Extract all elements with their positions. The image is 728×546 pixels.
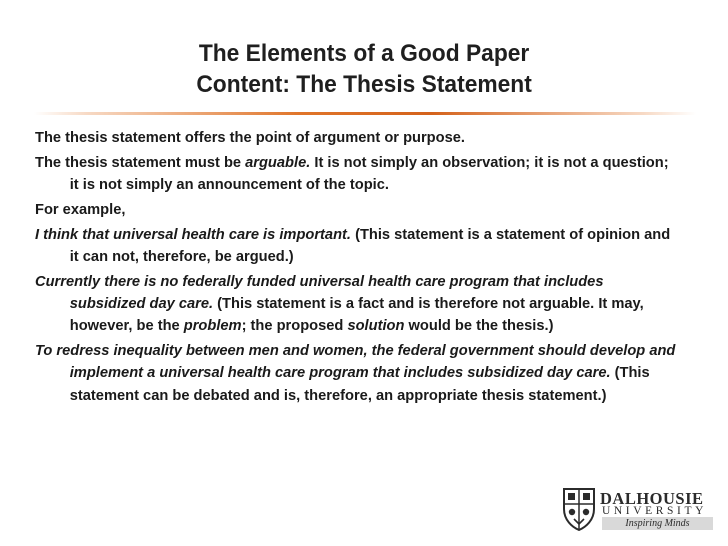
example-explanation: (This statement is a fact and is therefore not arguable. It may, however, be the [69, 295, 644, 335]
example-explanation: (This statement is a statement of opinion and it can not, therefore, be argued.) [69, 225, 671, 265]
logo-tagline: Inspiring Minds [602, 517, 713, 530]
example-statement: Currently there is no federally funded universal health care program that includes subsidized day care. [35, 272, 604, 313]
paragraph-arguable [35, 152, 682, 197]
example-statement: I think that universal health care is important. [35, 225, 351, 243]
paragraph-text: For example, [35, 200, 126, 218]
crest-icon [562, 487, 596, 531]
slide-title [26, 38, 703, 100]
example-thesis [35, 340, 682, 407]
dalhousie-logo [562, 485, 722, 537]
paragraph-text: The thesis statement offers the point of argument or purpose. [35, 129, 465, 146]
paragraph-for-example [35, 199, 682, 221]
slide-body [35, 127, 682, 407]
logo-name: DALHOUSIE [600, 489, 704, 508]
paragraph-text: The thesis statement must be [35, 153, 246, 171]
example-explanation: ; the proposed [241, 317, 348, 335]
title-divider [34, 112, 696, 115]
example-explanation: (This statement can be debated and is, therefore, an appropriate thesis statement.) [69, 364, 650, 404]
example-fact [35, 271, 682, 338]
title-line-1: The Elements of a Good Paper [198, 40, 530, 67]
emphasis-solution: solution [347, 317, 405, 335]
emphasis-arguable: arguable. [245, 153, 311, 171]
example-statement: To redress inequality between men and women, the federal government should develop and implement a universal health care program that includes subsidized day care. [35, 342, 676, 382]
title-line-2: Content: The Thesis Statement [196, 71, 532, 98]
example-opinion [35, 224, 682, 269]
paragraph-definition [35, 127, 682, 149]
emphasis-problem: problem [183, 317, 242, 335]
logo-sub: UNIVERSITY [602, 505, 707, 517]
paragraph-text: It is not simply an observation; it is not a question; it is not simply an announcement of the topic. [69, 153, 669, 194]
example-explanation: would be the thesis.) [404, 317, 554, 335]
